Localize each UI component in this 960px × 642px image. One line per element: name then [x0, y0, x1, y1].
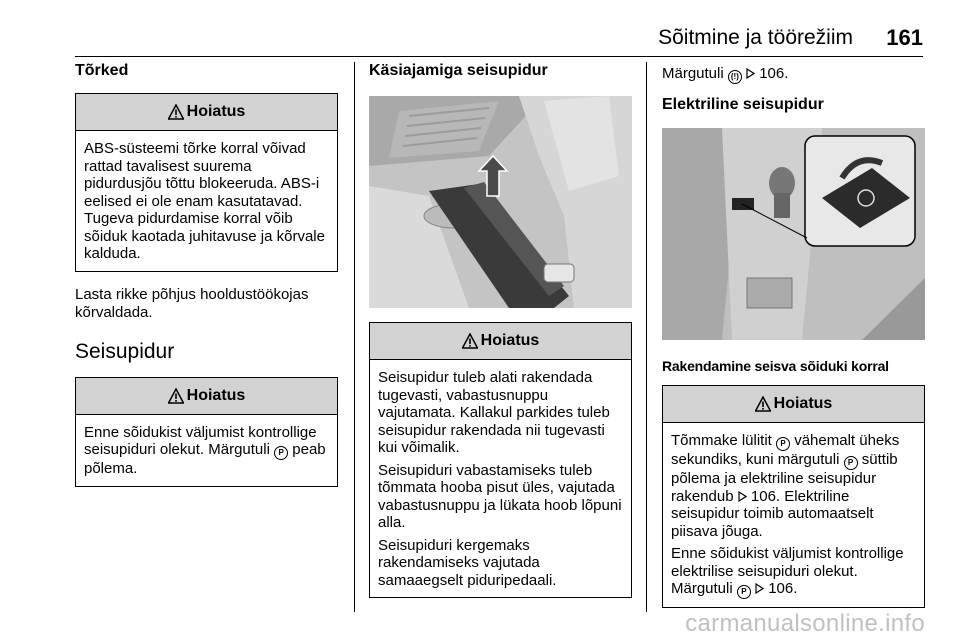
warning-label: Hoiatus	[186, 103, 246, 120]
brake-system-telltale-icon: (!)	[728, 70, 742, 84]
warning-box-electric-brake	[662, 385, 925, 608]
column-middle	[369, 62, 632, 80]
parking-brake-telltale-icon: P	[844, 456, 858, 470]
page-reference-arrow-icon	[746, 68, 755, 79]
warning-paragraph: Seisupiduri kergemaks rakendamiseks vajutada samaaegselt piduripedaali.	[378, 536, 557, 589]
heading-parking-brake: Seisupidur	[75, 339, 175, 363]
telltale-reference-line: Märgutuli (!) 106.	[662, 65, 789, 82]
parking-brake-telltale-icon: P	[737, 585, 751, 599]
warning-body	[76, 415, 337, 486]
parking-brake-telltale-icon: P	[776, 437, 790, 451]
warning-label: Hoiatus	[773, 395, 833, 412]
warning-triangle-icon	[168, 388, 184, 404]
column-right	[662, 62, 925, 114]
electric-parking-brake-illustration	[662, 128, 925, 340]
warning-header	[663, 386, 924, 423]
warning-triangle-icon	[755, 396, 771, 412]
manual-parking-brake-image	[369, 96, 632, 308]
warning-body	[76, 131, 337, 271]
column-divider	[354, 62, 355, 612]
warning-paragraph: Tõmmake lülitit P vähemalt üheks sekundiks, kuni märgutuli P süttib põlema ja elektriline seisupidur rakendub 106. Elektriline seisupidur toimib automaatselt piisava jõuga.	[671, 432, 900, 540]
warning-body	[370, 360, 631, 597]
page-reference-arrow-icon	[738, 491, 747, 502]
warning-label: Hoiatus	[186, 386, 246, 404]
page-header	[75, 22, 923, 57]
heading-manual-parking-brake: Käsiajamiga seisupidur	[369, 62, 548, 79]
warning-paragraph: Seisupiduri vabastamiseks tuleb tõmmata hooba pisut üles, vajutada vabastusnuppu ja lükata hoob lõpuni alla.	[378, 461, 622, 531]
warning-header	[76, 94, 337, 131]
watermark: carmanualsonline.info	[685, 610, 925, 637]
column-right-lower	[662, 358, 925, 608]
warning-body	[663, 423, 924, 607]
warning-label: Hoiatus	[480, 332, 540, 349]
parking-brake-telltale-icon: P	[274, 446, 288, 460]
heading-brake-faults: Tõrked	[75, 62, 129, 79]
warning-text: Enne sõidukist väljumist kontrollige seisupiduri olekut. Märgutuli P peab põlema.	[84, 423, 326, 477]
paragraph-repair: Lasta rikke põhjus hooldustöökojas kõrvaldada.	[75, 285, 309, 321]
manual-parking-brake-illustration	[369, 96, 632, 308]
warning-box-manual-brake	[369, 322, 632, 598]
section-title: Sõitmine ja töörežiim	[658, 26, 853, 49]
page-number: 161	[886, 25, 923, 50]
warning-header	[76, 378, 337, 415]
warning-header	[370, 323, 631, 360]
warning-triangle-icon	[168, 104, 184, 120]
warning-paragraph: Seisupidur tuleb alati rakendada tugevasti, vabastusnuppu vajutamata. Kallakul parkides tuleb seisupidur rakendada nii tugevasti kui võimalik.	[378, 369, 610, 456]
heading-electric-parking-brake: Elektriline seisupidur	[662, 96, 824, 113]
column-middle-warning	[369, 322, 632, 598]
column-divider	[646, 62, 647, 612]
column-left	[75, 62, 338, 487]
subheading-stationary-vehicle: Rakendamine seisva sõiduki korral	[662, 358, 889, 374]
electric-parking-brake-image	[662, 128, 925, 340]
warning-text: ABS-süsteemi tõrke korral võivad rattad tavalisest suurema pidurdusjõu tõttu blokeeruda. ABS-i eelised ei ole enam kasutatavad. Tugeva pidurdamise korral võib sõiduk kaotada juhitavuse ja kõrvale kalduda.	[84, 140, 325, 262]
warning-box-abs	[75, 93, 338, 272]
warning-triangle-icon	[462, 333, 478, 349]
page-reference-arrow-icon	[755, 583, 764, 594]
warning-box-parking	[75, 377, 338, 487]
warning-paragraph: Enne sõidukist väljumist kontrollige elektrilise seisupiduri olekut. Märgutuli P 106.	[671, 545, 904, 597]
